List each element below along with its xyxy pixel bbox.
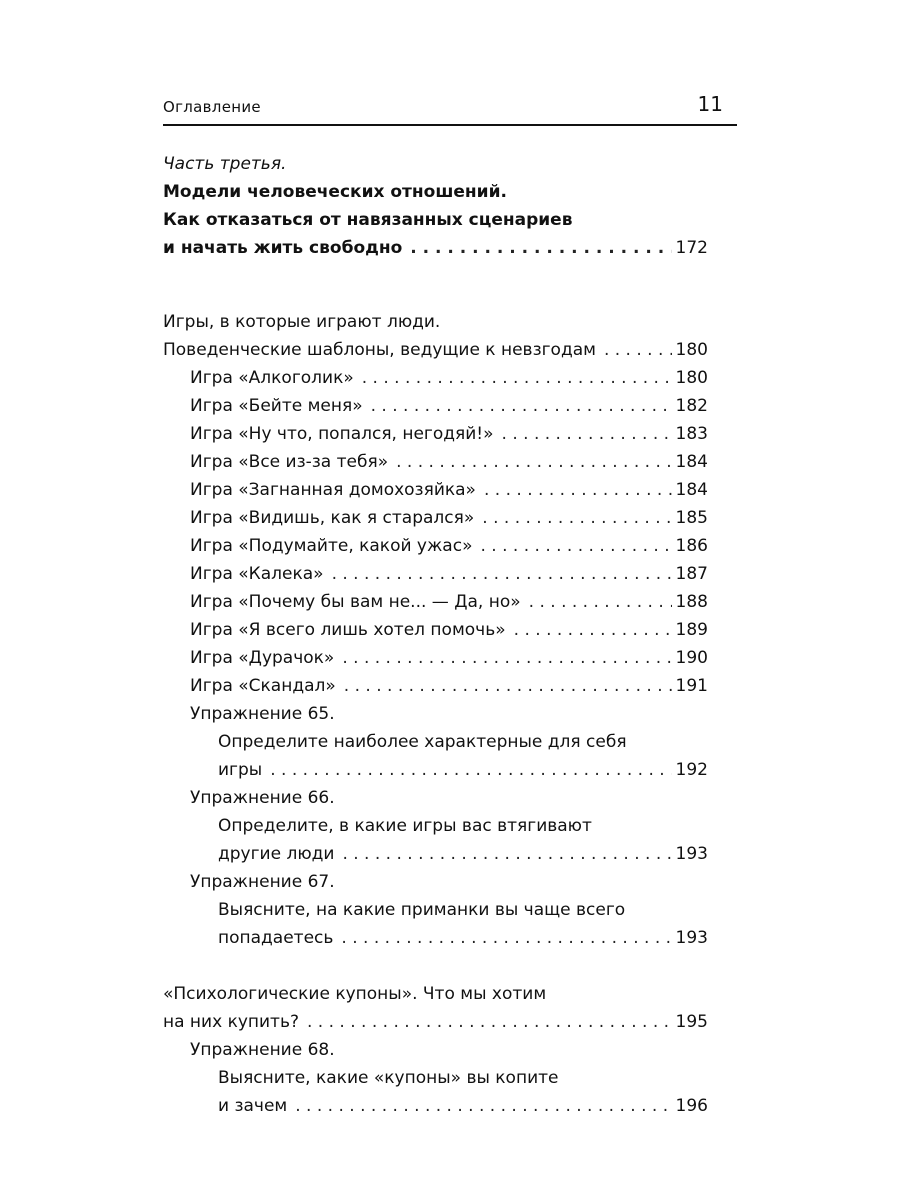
section-title-text: Поведенческие шаблоны, ведущие к невзгодам [163, 340, 596, 360]
entry-title: Игра «Дурачок» [190, 648, 335, 668]
leader-dots [482, 504, 671, 532]
page-ref: 186 [675, 536, 708, 556]
page-ref: 190 [675, 648, 708, 668]
leader-dots [342, 840, 671, 868]
leader-dots [341, 924, 671, 952]
entry-title: Игра «Скандал» [190, 676, 336, 696]
page-ref: 180 [675, 340, 708, 360]
entry-title: игры [218, 760, 263, 780]
page-ref: 195 [675, 1012, 708, 1032]
leader-dots [362, 364, 672, 392]
exercise-title-line-1: Выясните, какие «купоны» вы копите [218, 1068, 559, 1088]
entry-title: Игра «Бейте меня» [190, 396, 363, 416]
leader-dots [371, 392, 672, 420]
games-list [163, 364, 708, 952]
part-three-entry[interactable] [163, 150, 708, 262]
coupons-section [163, 980, 708, 1120]
leader-dots [307, 1008, 672, 1036]
page-ref: 185 [675, 508, 708, 528]
section-title-line-2[interactable] [163, 336, 708, 364]
toc-entry[interactable] [190, 392, 708, 420]
page-ref: 183 [675, 424, 708, 444]
page-ref: 187 [675, 564, 708, 584]
exercise-label: Упражнение 67. [190, 872, 335, 892]
entry-title: Игра «Я всего лишь хотел помочь» [190, 620, 506, 640]
page-ref: 196 [675, 1096, 708, 1116]
table-of-contents [163, 150, 708, 1120]
toc-entry[interactable] [190, 504, 708, 532]
toc-entry[interactable] [190, 560, 708, 588]
page-number: 11 [697, 92, 723, 116]
page-ref: 184 [675, 452, 708, 472]
toc-entry[interactable] [190, 588, 708, 616]
toc-entry[interactable] [190, 532, 708, 560]
page-ref: 180 [675, 368, 708, 388]
entry-title: Игра «Почему бы вам не... — Да, но» [190, 592, 521, 612]
page-ref: 192 [675, 760, 708, 780]
section-title-line-1[interactable]: Игры, в которые играют люди. [163, 312, 441, 332]
exercise-title-line-2 [190, 756, 708, 784]
leader-dots [295, 1092, 671, 1120]
exercise-title-line-2 [190, 840, 708, 868]
entry-title: Игра «Подумайте, какой ужас» [190, 536, 473, 556]
entry-title: Игра «Алкоголик» [190, 368, 354, 388]
page-header [163, 88, 737, 126]
leader-dots [480, 532, 671, 560]
page-ref: 191 [675, 676, 708, 696]
leader-dots [484, 476, 672, 504]
leader-dots [344, 672, 672, 700]
exercise-label: Упражнение 68. [190, 1040, 335, 1060]
entry-title: Игра «Все из-за тебя» [190, 452, 389, 472]
toc-entry[interactable] [190, 616, 708, 644]
entry-title: Игра «Калека» [190, 564, 324, 584]
leader-dots [332, 560, 672, 588]
part-title-line-2: Как отказаться от навязанных сценариев [163, 210, 573, 230]
exercise-label: Упражнение 66. [190, 788, 335, 808]
entry-title: и зачем [218, 1096, 288, 1116]
part-title-line-3 [163, 234, 708, 262]
leader-dots [410, 234, 671, 262]
toc-entry[interactable] [190, 420, 708, 448]
leader-dots [270, 756, 671, 784]
exercise-entry[interactable] [190, 784, 708, 868]
entry-title: Игра «Ну что, попался, негодяй!» [190, 424, 494, 444]
entry-title: Игра «Загнанная домохозяйка» [190, 480, 476, 500]
entry-title: Игра «Видишь, как я старался» [190, 508, 475, 528]
entry-title: попадаетесь [218, 928, 334, 948]
leader-dots [396, 448, 671, 476]
page-ref: 182 [675, 396, 708, 416]
games-section [163, 308, 708, 952]
exercise-entry[interactable] [190, 868, 708, 952]
exercise-title-line-1: Определите наиболее характерные для себя [218, 732, 627, 752]
exercise-title-line-1: Определите, в какие игры вас втягивают [218, 816, 592, 836]
toc-entry[interactable] [190, 672, 708, 700]
section-title-text: на них купить? [163, 1012, 299, 1032]
page-ref: 184 [675, 480, 708, 500]
toc-entry[interactable] [190, 364, 708, 392]
leader-dots [514, 616, 672, 644]
part-label: Часть третья. [163, 154, 287, 174]
section-title-line-2[interactable] [163, 1008, 708, 1036]
exercise-entry[interactable] [190, 700, 708, 784]
page-ref: 193 [675, 928, 708, 948]
leader-dots [502, 420, 672, 448]
page-ref: 172 [675, 238, 708, 258]
leader-dots [529, 588, 672, 616]
page-ref: 188 [675, 592, 708, 612]
exercise-entry[interactable] [163, 1036, 708, 1120]
exercise-title-line-2 [190, 1092, 708, 1120]
exercise-title-line-1: Выясните, на какие приманки вы чаще всего [218, 900, 626, 920]
part-title-line-1: Модели человеческих отношений. [163, 182, 507, 202]
leader-dots [604, 336, 672, 364]
running-title: Оглавление [163, 98, 261, 116]
toc-entry[interactable] [190, 476, 708, 504]
toc-entry[interactable] [190, 448, 708, 476]
page-ref: 189 [675, 620, 708, 640]
entry-title: другие люди [218, 844, 335, 864]
leader-dots [342, 644, 671, 672]
exercise-label: Упражнение 65. [190, 704, 335, 724]
page-ref: 193 [675, 844, 708, 864]
toc-entry[interactable] [190, 644, 708, 672]
part-title-text: и начать жить свободно [163, 238, 403, 258]
section-title-line-1[interactable]: «Психологические купоны». Что мы хотим [163, 984, 547, 1004]
exercise-title-line-2 [190, 924, 708, 952]
